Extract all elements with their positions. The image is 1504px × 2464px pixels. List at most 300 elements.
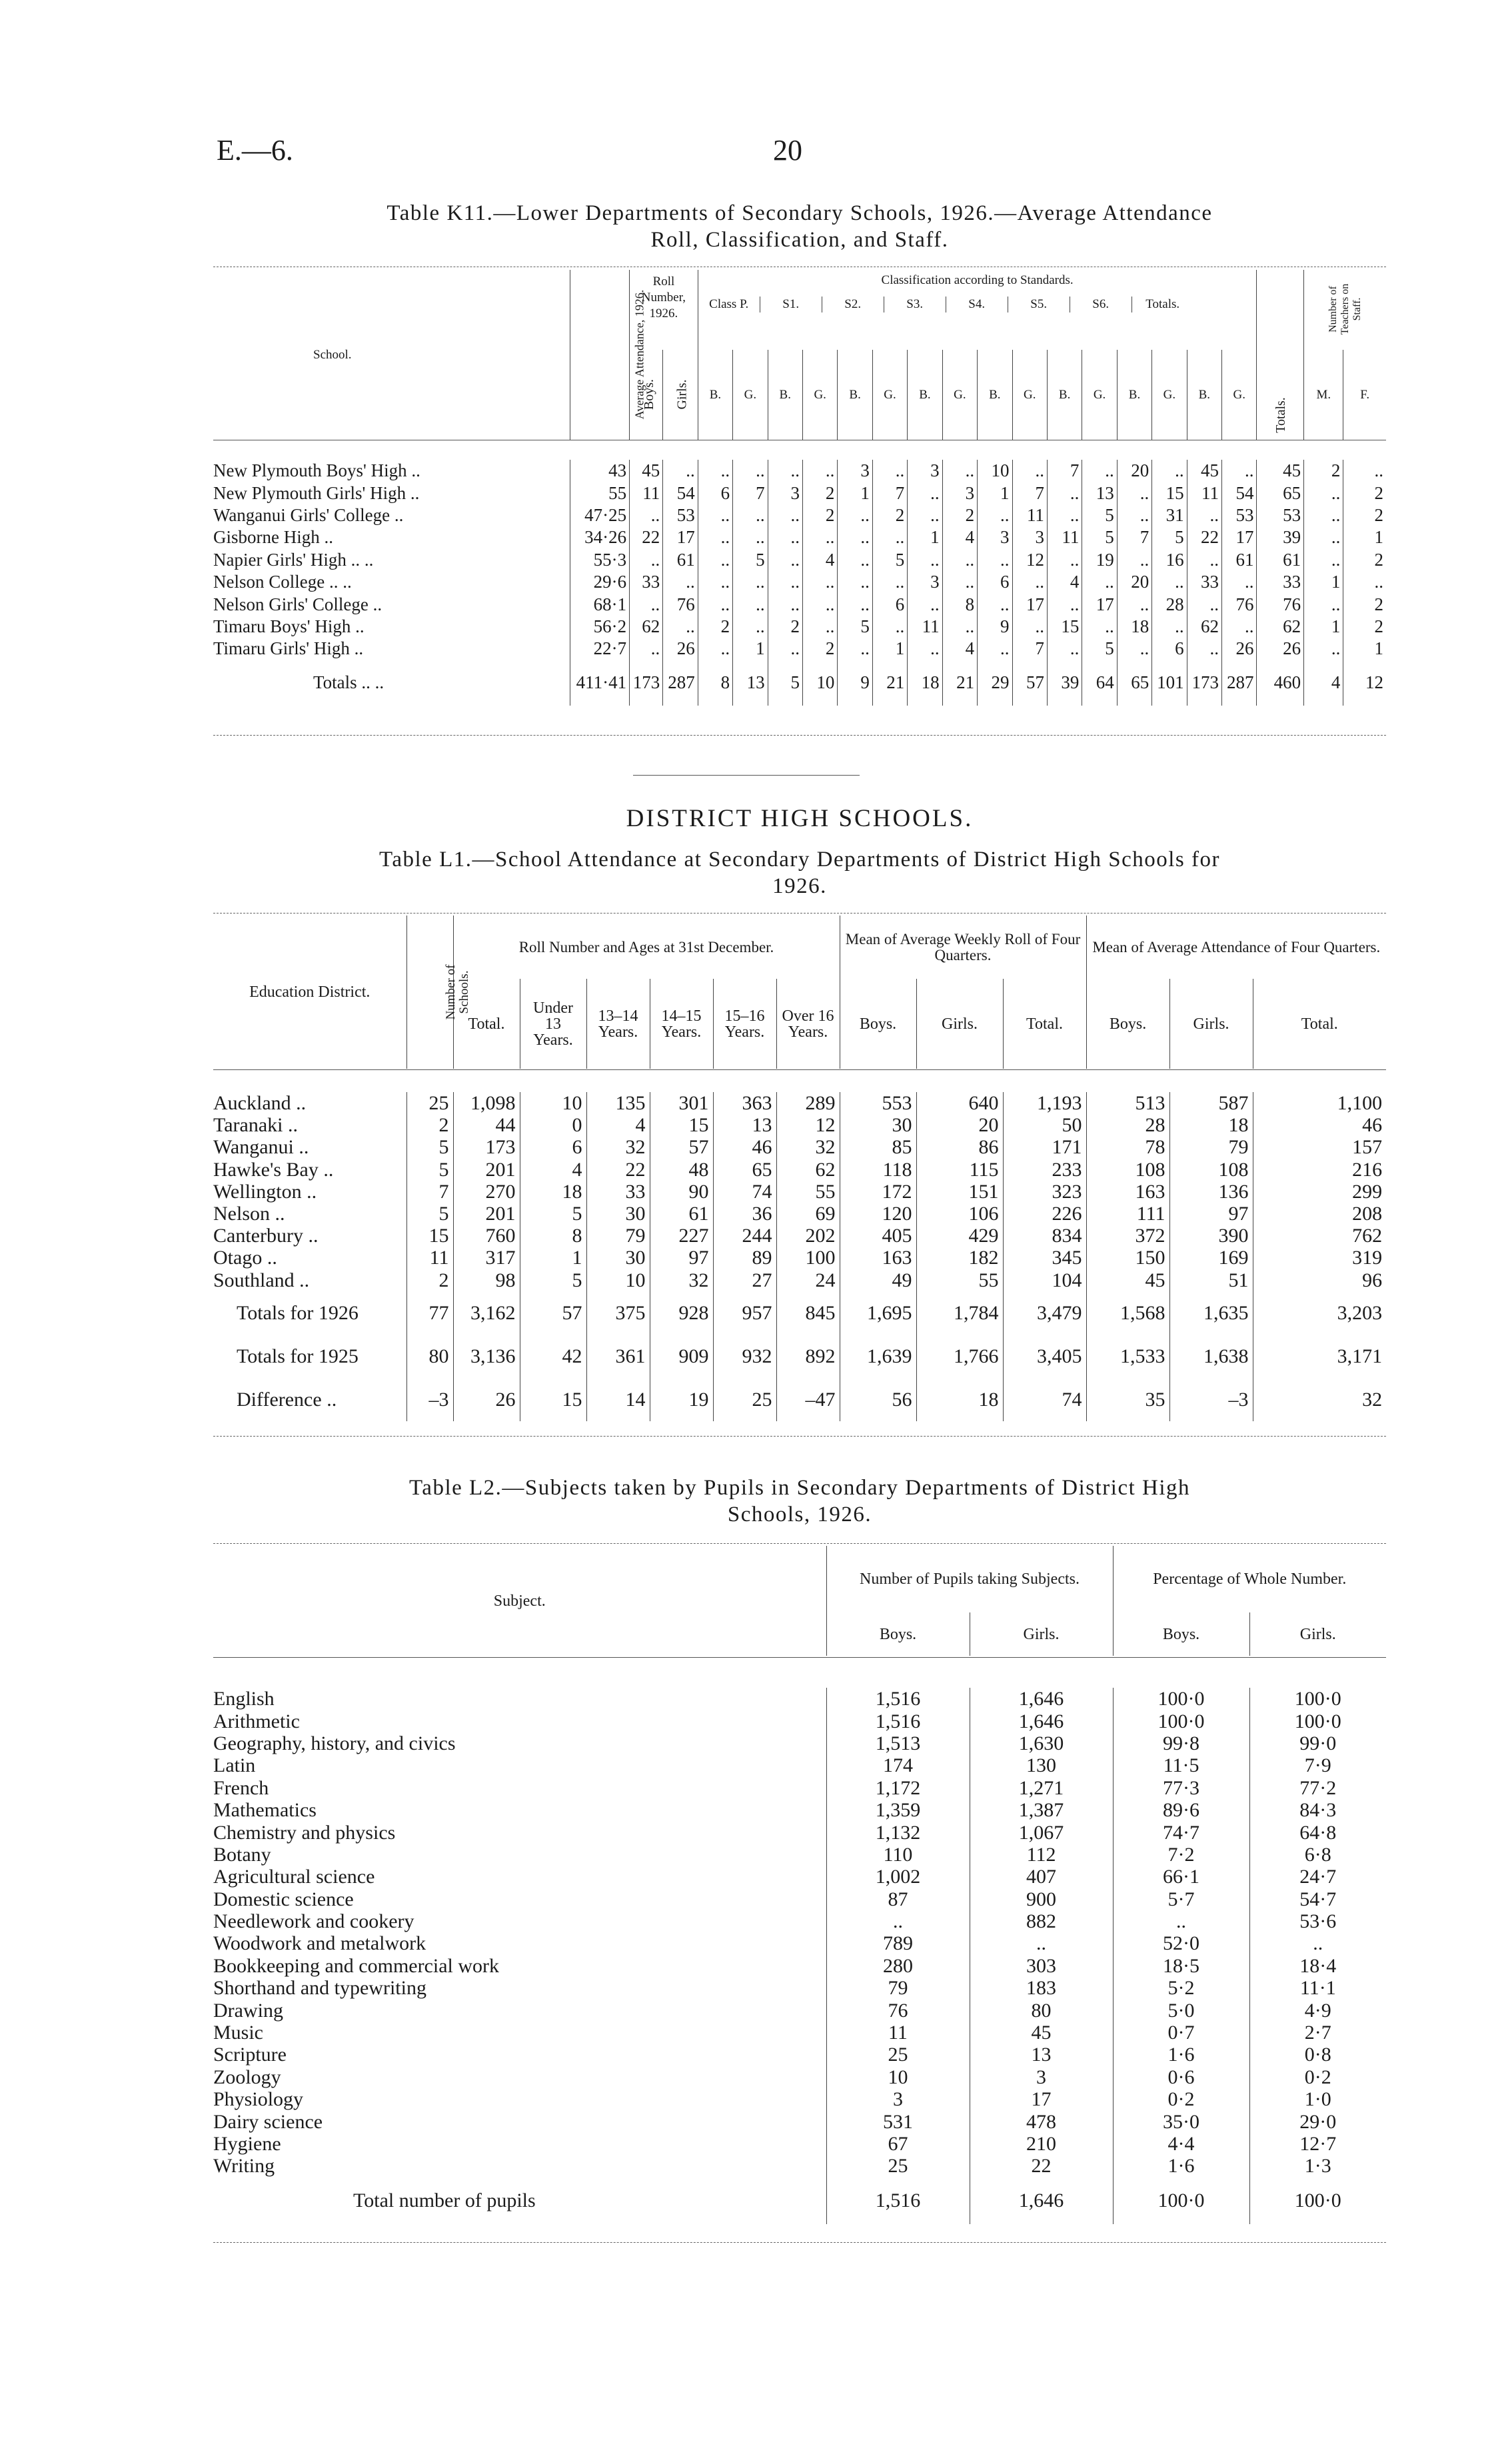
l1-summary-cell: 932 xyxy=(713,1335,776,1378)
k11-group-s2: S2. xyxy=(822,297,884,312)
k11-cell: .. xyxy=(838,571,872,593)
l2-cell: 6·8 xyxy=(1249,1844,1386,1866)
l1-summary-cell: 3,171 xyxy=(1253,1335,1386,1378)
l1-cell: 5 xyxy=(406,1136,453,1158)
l1-cell: 270 xyxy=(453,1181,520,1203)
l1-cell: 120 xyxy=(840,1203,916,1225)
table-row xyxy=(213,2110,1386,2132)
table-row xyxy=(213,1799,1386,1821)
k11-head-groups xyxy=(698,297,1257,312)
l1-cell: 289 xyxy=(776,1092,840,1114)
k11-cell: .. xyxy=(663,571,698,593)
l2-cell: 35·0 xyxy=(1113,2110,1249,2132)
k11-cell: 43 xyxy=(570,460,630,482)
k11-cell: 7 xyxy=(1012,638,1047,660)
k11-cell: .. xyxy=(630,504,663,526)
l1-cell: 10 xyxy=(586,1269,650,1291)
k11-cell: .. xyxy=(1152,616,1187,638)
k11-cell: 11 xyxy=(1012,504,1047,526)
k11-cell: .. xyxy=(942,571,977,593)
l2-cell: 303 xyxy=(970,1955,1113,1977)
l1-head-under13: Under 13 Years. xyxy=(520,979,586,1069)
l2-cell: 3 xyxy=(970,2066,1113,2088)
l2-subject-name: Shorthand and typewriting xyxy=(213,1977,426,2000)
l1-spacer xyxy=(213,1069,1386,1092)
l1-district-name: Otago .. xyxy=(213,1247,277,1269)
l1-summary-cell: 42 xyxy=(520,1335,586,1378)
l1-summary-cell: 1,568 xyxy=(1086,1291,1169,1335)
k11-school-name: Nelson College .. .. xyxy=(213,572,352,592)
k11-cell: .. xyxy=(1304,638,1343,660)
table-k11 xyxy=(213,270,1386,706)
table-l2-caption-line2: Schools, 1926. xyxy=(727,1503,872,1527)
l1-cell: 100 xyxy=(776,1247,840,1269)
k11-group-s1: S1. xyxy=(760,297,822,312)
l1-summary-cell: 77 xyxy=(406,1291,453,1335)
k11-head-boys: Boys. xyxy=(630,350,663,440)
table-l2-caption xyxy=(213,1475,1386,1528)
k11-head-teachers: Number of Teachers on Staff. xyxy=(1304,270,1386,350)
l1-summary-cell: 845 xyxy=(776,1291,840,1335)
table-l1-top-rule xyxy=(213,913,1386,914)
table-row xyxy=(213,1910,1386,1932)
k11-cell: 76 xyxy=(663,593,698,615)
k11-head-g: G. xyxy=(802,350,837,440)
k11-cell: .. xyxy=(872,460,907,482)
k11-head-g: G. xyxy=(1152,350,1187,440)
l2-cell: 74·7 xyxy=(1113,1821,1249,1843)
l2-cell: 76 xyxy=(826,1999,970,2021)
l1-head-attend-girls: Girls. xyxy=(1169,979,1253,1069)
k11-total-cell: 5 xyxy=(768,660,802,706)
l1-cell: 227 xyxy=(650,1225,713,1247)
l2-cell: 1,387 xyxy=(970,1799,1113,1821)
k11-cell: .. xyxy=(908,638,942,660)
k11-cell: 4 xyxy=(942,638,977,660)
l1-cell: 111 xyxy=(1086,1203,1169,1225)
table-row xyxy=(213,638,1386,660)
k11-cell: .. xyxy=(1222,571,1257,593)
l2-cell: 1·0 xyxy=(1249,2088,1386,2110)
k11-cell: 65 xyxy=(1257,482,1304,504)
l1-cell: 762 xyxy=(1253,1225,1386,1247)
l2-cell: 52·0 xyxy=(1113,1932,1249,1954)
l1-cell: 79 xyxy=(586,1225,650,1247)
l2-head-number-boys: Boys. xyxy=(826,1612,970,1656)
l2-cell: 2·7 xyxy=(1249,2022,1386,2044)
k11-cell: .. xyxy=(908,549,942,571)
k11-cell: 53 xyxy=(1222,504,1257,526)
l2-subject-name: Chemistry and physics xyxy=(213,1821,396,1844)
l2-cell: 25 xyxy=(826,2155,970,2177)
k11-cell: 33 xyxy=(630,571,663,593)
l1-cell: 90 xyxy=(650,1181,713,1203)
k11-totals-row xyxy=(213,660,1386,706)
k11-cell: .. xyxy=(1047,504,1082,526)
k11-head-g: G. xyxy=(1012,350,1047,440)
k11-cell: .. xyxy=(1304,549,1343,571)
l2-cell: 1·6 xyxy=(1113,2155,1249,2177)
k11-head-girls: Girls. xyxy=(663,350,698,440)
l1-cell: 30 xyxy=(586,1203,650,1225)
l1-summary-cell: 3,479 xyxy=(1003,1291,1086,1335)
l1-summary-cell: 928 xyxy=(650,1291,713,1335)
l1-summary-cell: 32 xyxy=(1253,1378,1386,1421)
k11-head-g: G. xyxy=(942,350,977,440)
page-section: E.—6. xyxy=(217,134,293,167)
l2-cell: 11·1 xyxy=(1249,1977,1386,1999)
l2-total-row xyxy=(213,2177,1386,2224)
l1-cell: 372 xyxy=(1086,1225,1169,1247)
l1-cell: 587 xyxy=(1169,1092,1253,1114)
k11-cell: 1 xyxy=(872,638,907,660)
k11-group-s4: S4. xyxy=(946,297,1008,312)
k11-cell: 1 xyxy=(1304,616,1343,638)
k11-cell: .. xyxy=(1082,616,1117,638)
l1-cell: 78 xyxy=(1086,1136,1169,1158)
l2-cell: 900 xyxy=(970,1888,1113,1910)
l1-summary-cell: 361 xyxy=(586,1335,650,1378)
l1-cell: 18 xyxy=(1169,1114,1253,1136)
l1-head-15-16: 15–16 Years. xyxy=(713,979,776,1069)
k11-cell: 4 xyxy=(802,549,837,571)
k11-cell: .. xyxy=(908,593,942,615)
k11-head-totals: Totals. xyxy=(1257,270,1304,440)
k11-cell: .. xyxy=(942,616,977,638)
l1-cell: 182 xyxy=(916,1247,1003,1269)
k11-cell: 76 xyxy=(1222,593,1257,615)
k11-school-name: Gisborne High .. xyxy=(213,527,333,548)
k11-head-school: School. xyxy=(313,347,352,362)
k11-school-name: New Plymouth Boys' High .. xyxy=(213,460,420,481)
k11-total-cell: 29 xyxy=(978,660,1012,706)
l2-cell: 0·7 xyxy=(1113,2022,1249,2044)
l1-summary-cell: 3,405 xyxy=(1003,1335,1086,1378)
l2-cell: 99·0 xyxy=(1249,1732,1386,1754)
l2-cell: 77·2 xyxy=(1249,1777,1386,1799)
k11-cell: 33 xyxy=(1187,571,1221,593)
k11-totals-label: Totals .. .. xyxy=(313,672,384,693)
k11-total-cell: 21 xyxy=(942,660,977,706)
table-row xyxy=(213,1999,1386,2021)
k11-cell: .. xyxy=(1222,460,1257,482)
l1-cell: 115 xyxy=(916,1159,1003,1181)
l1-cell: 89 xyxy=(713,1247,776,1269)
k11-total-cell: 57 xyxy=(1012,660,1047,706)
l2-cell: 882 xyxy=(970,1910,1113,1932)
l2-cell: 1·6 xyxy=(1113,2044,1249,2066)
k11-cell: 20 xyxy=(1117,571,1151,593)
l2-cell: 210 xyxy=(970,2133,1113,2155)
k11-cell: .. xyxy=(872,526,907,548)
k11-school-name: Timaru Girls' High .. xyxy=(213,638,364,659)
k11-head-g: G. xyxy=(733,350,768,440)
l1-cell: 12 xyxy=(776,1114,840,1136)
l2-cell: 1,513 xyxy=(826,1732,970,1754)
k11-cell: .. xyxy=(802,571,837,593)
table-row xyxy=(213,504,1386,526)
k11-cell: 22 xyxy=(630,526,663,548)
k11-school-name: Wanganui Girls' College .. xyxy=(213,504,404,525)
l1-cell: 44 xyxy=(453,1114,520,1136)
k11-cell: .. xyxy=(698,504,732,526)
l1-head-13-14: 13–14 Years. xyxy=(586,979,650,1069)
k11-cell: 11 xyxy=(908,616,942,638)
k11-cell: .. xyxy=(802,593,837,615)
k11-cell: 2 xyxy=(1343,549,1386,571)
l1-summary-cell: 74 xyxy=(1003,1378,1086,1421)
l1-cell: 5 xyxy=(520,1269,586,1291)
k11-head-average: Average Attendance, 1926. xyxy=(570,270,630,440)
k11-cell: 28 xyxy=(1152,593,1187,615)
l1-summary-cell: 19 xyxy=(650,1378,713,1421)
k11-cell: 5 xyxy=(733,549,768,571)
l1-district-name: Southland .. xyxy=(213,1269,310,1291)
k11-cell: 53 xyxy=(663,504,698,526)
l2-subject-name: Mathematics xyxy=(213,1799,317,1822)
k11-total-cell: 64 xyxy=(1082,660,1117,706)
k11-total-cell: 39 xyxy=(1047,660,1082,706)
k11-total-cell: 12 xyxy=(1343,660,1386,706)
l1-summary-cell: 56 xyxy=(840,1378,916,1421)
l2-cell: 1,132 xyxy=(826,1821,970,1843)
k11-cell: 2 xyxy=(942,504,977,526)
l2-cell: 24·7 xyxy=(1249,1866,1386,1888)
l1-head-weekly-boys: Boys. xyxy=(840,979,916,1069)
l1-head-weekly-total: Total. xyxy=(1003,979,1086,1069)
l1-cell: 15 xyxy=(650,1114,713,1136)
l1-cell: 86 xyxy=(916,1136,1003,1158)
k11-cell: .. xyxy=(1222,616,1257,638)
k11-cell: 17 xyxy=(1082,593,1117,615)
l1-cell: 233 xyxy=(1003,1159,1086,1181)
l1-cell: 0 xyxy=(520,1114,586,1136)
l2-cell: 87 xyxy=(826,1888,970,1910)
k11-school-name: New Plymouth Girls' High .. xyxy=(213,482,420,503)
l1-summary-row xyxy=(213,1291,1386,1335)
k11-cell: .. xyxy=(802,460,837,482)
l1-summary-cell: 18 xyxy=(916,1378,1003,1421)
k11-group-s3: S3. xyxy=(884,297,946,312)
k11-cell: 68·1 xyxy=(570,593,630,615)
l1-cell: 51 xyxy=(1169,1269,1253,1291)
l1-summary-cell: 80 xyxy=(406,1335,453,1378)
k11-cell: 6 xyxy=(1152,638,1187,660)
l1-cell: 172 xyxy=(840,1181,916,1203)
k11-cell: .. xyxy=(698,526,732,548)
l2-subject-name: English xyxy=(213,1688,275,1710)
l1-cell: 79 xyxy=(1169,1136,1253,1158)
k11-cell: .. xyxy=(733,526,768,548)
l1-summary-label: Totals for 1925 xyxy=(237,1345,359,1367)
k11-cell: 2 xyxy=(872,504,907,526)
l1-cell: 151 xyxy=(916,1181,1003,1203)
k11-cell: 5 xyxy=(838,616,872,638)
l2-cell: .. xyxy=(1249,1932,1386,1954)
l1-cell: 98 xyxy=(453,1269,520,1291)
l2-cell: 5·0 xyxy=(1113,1999,1249,2021)
k11-cell: 2 xyxy=(802,638,837,660)
k11-cell: 62 xyxy=(1257,616,1304,638)
l2-cell: .. xyxy=(970,1932,1113,1954)
table-l1-caption-line1: Table L1.—School Attendance at Secondary Departments of District High Schools for xyxy=(379,848,1220,872)
k11-cell: 62 xyxy=(1187,616,1221,638)
l2-cell: 100·0 xyxy=(1249,1688,1386,1710)
l1-summary-cell: 26 xyxy=(453,1378,520,1421)
l2-cell: 7·9 xyxy=(1249,1754,1386,1776)
l2-cell: 478 xyxy=(970,2110,1113,2132)
table-l2-caption-line1: Table L2.—Subjects taken by Pupils in Secondary Departments of District High xyxy=(408,1476,1191,1500)
l1-summary-cell: –47 xyxy=(776,1378,840,1421)
k11-cell: 15 xyxy=(1152,482,1187,504)
table-k11-caption-line1: Table K11.—Lower Departments of Secondary Schools, 1926.—Average Attendance xyxy=(386,201,1213,225)
l2-total-cell: 1,516 xyxy=(826,2177,970,2224)
l1-cell: 173 xyxy=(453,1136,520,1158)
table-row xyxy=(213,1754,1386,1776)
k11-cell: 2 xyxy=(1304,460,1343,482)
table-row xyxy=(213,482,1386,504)
k11-cell: 56·2 xyxy=(570,616,630,638)
l1-cell: 108 xyxy=(1169,1159,1253,1181)
l1-cell: 18 xyxy=(520,1181,586,1203)
k11-head-m: M. xyxy=(1304,350,1343,440)
k11-cell: 53 xyxy=(1257,504,1304,526)
l1-district-name: Wellington .. xyxy=(213,1180,317,1203)
k11-cell: .. xyxy=(733,504,768,526)
k11-cell: 55·3 xyxy=(570,549,630,571)
k11-cell: .. xyxy=(1047,638,1082,660)
k11-cell: .. xyxy=(1117,549,1151,571)
l2-cell: 80 xyxy=(970,1999,1113,2021)
k11-total-cell: 287 xyxy=(663,660,698,706)
l2-subject-name: Writing xyxy=(213,2155,275,2177)
k11-cell: 1 xyxy=(838,482,872,504)
k11-total-cell: 101 xyxy=(1152,660,1187,706)
table-row xyxy=(213,526,1386,548)
k11-total-cell: 9 xyxy=(838,660,872,706)
l1-cell: 50 xyxy=(1003,1114,1086,1136)
table-row xyxy=(213,1136,1386,1158)
l1-cell: 405 xyxy=(840,1225,916,1247)
l1-summary-cell: 1,784 xyxy=(916,1291,1003,1335)
k11-cell: 2 xyxy=(802,482,837,504)
k11-cell: 2 xyxy=(768,616,802,638)
table-row xyxy=(213,1688,1386,1710)
k11-cell: 13 xyxy=(1082,482,1117,504)
k11-group-p: Class P. xyxy=(709,297,749,311)
l1-cell: 834 xyxy=(1003,1225,1086,1247)
k11-cell: 5 xyxy=(872,549,907,571)
l1-summary-cell: 25 xyxy=(713,1378,776,1421)
k11-cell: 1 xyxy=(733,638,768,660)
l1-cell: 65 xyxy=(713,1159,776,1181)
k11-cell: .. xyxy=(768,638,802,660)
table-row xyxy=(213,1777,1386,1799)
l2-cell: 84·3 xyxy=(1249,1799,1386,1821)
l2-cell: 11·5 xyxy=(1113,1754,1249,1776)
l1-cell: 216 xyxy=(1253,1159,1386,1181)
l1-summary-cell: 909 xyxy=(650,1335,713,1378)
l2-cell: 130 xyxy=(970,1754,1113,1776)
k11-cell: 34·26 xyxy=(570,526,630,548)
l1-cell: 69 xyxy=(776,1203,840,1225)
k11-cell: .. xyxy=(1304,504,1343,526)
k11-cell: .. xyxy=(698,460,732,482)
k11-cell: 7 xyxy=(733,482,768,504)
l1-cell: 319 xyxy=(1253,1247,1386,1269)
l1-head-attend-total: Total. xyxy=(1253,979,1386,1069)
l1-cell: 32 xyxy=(650,1269,713,1291)
table-l2 xyxy=(213,1546,1386,2224)
l2-cell: 531 xyxy=(826,2110,970,2132)
l2-cell: 29·0 xyxy=(1249,2110,1386,2132)
k11-total-cell: 411·41 xyxy=(570,660,630,706)
table-l1 xyxy=(213,916,1386,1421)
l1-cell: 62 xyxy=(776,1159,840,1181)
l1-summary-cell: 3,136 xyxy=(453,1335,520,1378)
l1-cell: 136 xyxy=(1169,1181,1253,1203)
l1-cell: 760 xyxy=(453,1225,520,1247)
k11-school-name: Timaru Boys' High .. xyxy=(213,616,365,636)
l1-district-name: Taranaki .. xyxy=(213,1114,299,1137)
l1-summary-cell: 1,638 xyxy=(1169,1335,1253,1378)
l1-cell: 244 xyxy=(713,1225,776,1247)
k11-cell: 29·6 xyxy=(570,571,630,593)
table-k11-caption-line2: Roll, Classification, and Staff. xyxy=(650,228,949,252)
l1-cell: 45 xyxy=(1086,1269,1169,1291)
k11-total-cell: 65 xyxy=(1117,660,1151,706)
k11-cell: .. xyxy=(802,616,837,638)
table-row xyxy=(213,1710,1386,1732)
l2-subject-name: French xyxy=(213,1776,269,1799)
k11-cell: .. xyxy=(1047,482,1082,504)
l1-cell: 202 xyxy=(776,1225,840,1247)
l1-cell: 57 xyxy=(650,1136,713,1158)
l1-cell: 5 xyxy=(406,1159,453,1181)
l2-total-cell: 1,646 xyxy=(970,2177,1113,2224)
k11-cell: 45 xyxy=(1187,460,1221,482)
table-row xyxy=(213,1159,1386,1181)
l1-summary-row xyxy=(213,1378,1386,1421)
k11-group-s6: S6. xyxy=(1070,297,1131,312)
l1-rows xyxy=(213,1092,1386,1421)
l2-subject-name: Agricultural science xyxy=(213,1866,375,1888)
k11-total-cell: 13 xyxy=(733,660,768,706)
l2-cell: 45 xyxy=(970,2022,1113,2044)
l2-cell: 18·5 xyxy=(1113,1955,1249,1977)
l1-cell: 208 xyxy=(1253,1203,1386,1225)
l2-cell: .. xyxy=(1113,1910,1249,1932)
l1-cell: 299 xyxy=(1253,1181,1386,1203)
table-row xyxy=(213,2044,1386,2066)
k11-cell: 1 xyxy=(978,482,1012,504)
k11-cell: .. xyxy=(768,593,802,615)
k11-cell: .. xyxy=(1304,593,1343,615)
k11-cell: .. xyxy=(1304,482,1343,504)
k11-cell: .. xyxy=(942,549,977,571)
l2-cell: 17 xyxy=(970,2088,1113,2110)
l2-subject-name: Bookkeeping and commercial work xyxy=(213,1954,500,1977)
l2-subject-name: Arithmetic xyxy=(213,1710,300,1732)
l2-cell: 112 xyxy=(970,1844,1113,1866)
l1-summary-cell: 3,162 xyxy=(453,1291,520,1335)
k11-total-cell: 4 xyxy=(1304,660,1343,706)
l1-cell: 4 xyxy=(520,1159,586,1181)
l2-cell: 1,067 xyxy=(970,1821,1113,1843)
l2-head-number: Number of Pupils taking Subjects. xyxy=(826,1546,1113,1612)
k11-head-classification xyxy=(698,270,1257,350)
k11-cell: .. xyxy=(1117,482,1151,504)
